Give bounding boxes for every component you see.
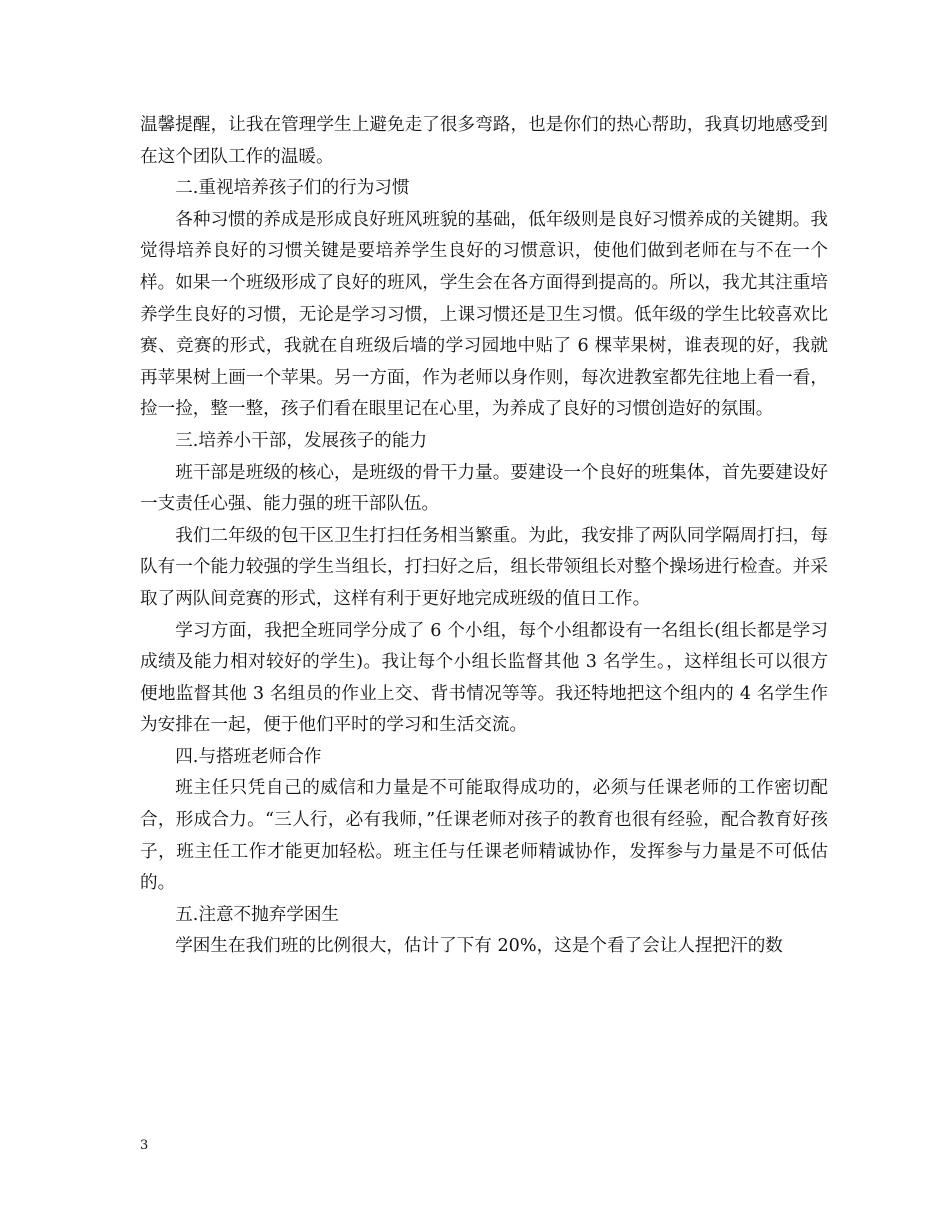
paragraph: 班干部是班级的核心，是班级的骨干力量。要建设一个良好的班集体，首先要建设好一支责任心强、能力强的班干部队伍。 [140, 462, 828, 515]
paragraph: 班主任只凭自己的威信和力量是不可能取得成功的，必须与任课老师的工作密切配合，形成合力。“三人行，必有我师，”任课老师对孩子的教育也很有经验，配合教育好孩子，班主任工作才能更加轻松。班主任与任课老师精诚协作，发挥参与力量是不可低估的。 [140, 778, 828, 894]
paragraph-continuation: 温馨提醒，让我在管理学生上避免走了很多弯路，也是你们的热心帮助，我真切地感受到在这个团队工作的温暖。 [140, 115, 828, 167]
section-heading-5: 五.注意不抛弃学困生 [175, 904, 340, 925]
section-heading-2: 二.重视培养孩子们的行为习惯 [175, 178, 410, 199]
body-text [140, 110, 828, 963]
page-number: 3 [140, 1138, 149, 1153]
section-heading-4: 四.与搭班老师合作 [175, 746, 322, 767]
section-heading-3: 三.培养小干部，发展孩子的能力 [175, 430, 428, 451]
paragraph: 各种习惯的养成是形成良好班风班貌的基础，低年级则是良好习惯养成的关键期。我觉得培养良好的习惯关键是要培养学生良好的习惯意识，使他们做到老师在与不在一个样。如果一个班级形成了良好的班风，学生会在各方面得到提高的。所以，我尤其注重培养学生良好的习惯，无论是学习习惯，上课习惯还是卫生习惯。低年级的学生比较喜欢比赛、竞赛的形式，我就在自班级后墙的学习园地中贴了 6 棵苹果树，谁表现的好，我就再苹果树上画一个苹果。另一方面，作为老师以身作则，每次进教室都先往地上看一看，捡一捡，整一整，孩子们看在眼里记在心里，为养成了良好的习惯创造好的氛围。 [140, 209, 828, 420]
paragraph: 学习方面，我把全班同学分成了 6 个小组，每个小组都设有一名组长(组长都是学习成绩及能力相对较好的学生)。我让每个小组长监督其他 3 名学生。，这样组长可以很方便地监督其他 3 名组员的作业上交、背书情况等等。我还特地把这个组内的 4 名学生作为安排在一起，便于他们平时的学习和生活交流。 [140, 620, 828, 736]
paragraph: 学困生在我们班的比例很大，估计了下有 20%，这是个看了会让人捏把汗的数 [175, 936, 783, 957]
paragraph: 我们二年级的包干区卫生打扫任务相当繁重。为此，我安排了两队同学隔周打扫，每队有一个能力较强的学生当组长，打扫好之后，组长带领组长对整个操场进行检查。并采取了两队间竞赛的形式，这样有利于更好地完成班级的值日工作。 [140, 525, 828, 609]
